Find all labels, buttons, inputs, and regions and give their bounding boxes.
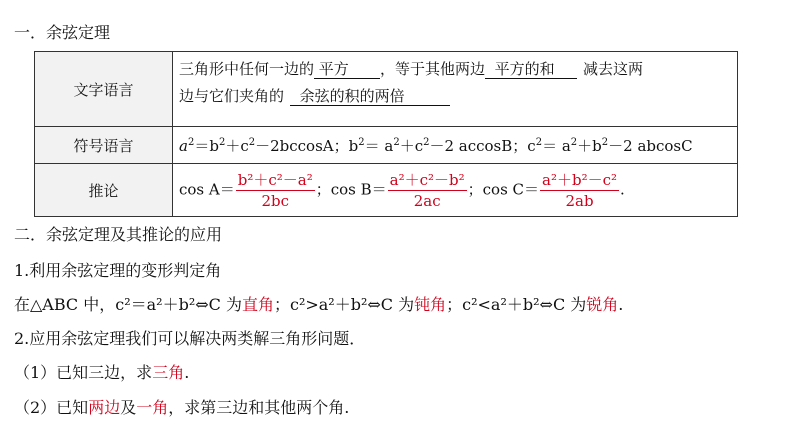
paragraph-case-two-sides-one-angle: （2）已知两边及一角，求第三边和其他两个角. [14, 398, 350, 417]
section-title-law-of-cosines: 一．余弦定理 [14, 23, 111, 42]
verbal-text-3: 减去这两 [583, 60, 644, 78]
fraction-cos-c: $\frac{\text{a²＋b²－c²}}{2ab}$ [542, 170, 618, 210]
cos-b-label: ；cos B＝ [315, 180, 387, 198]
verbal-statement [173, 52, 738, 127]
row-label-verbal: 文字语言 [35, 52, 173, 127]
cos-a-label: cos A＝ [179, 180, 235, 198]
paragraph-determine-angle: 1.利用余弦定理的变形判定角 [14, 261, 222, 280]
paragraph-case-three-sides: （1）已知三边，求三角. [14, 363, 190, 382]
verbal-text-2: ，等于其他两边 [380, 60, 486, 78]
answer-three-angles: 三角 [152, 363, 185, 382]
blank-twice-product-cosine: 余弦的积的两倍 [290, 87, 450, 106]
row-label-symbolic: 符号语言 [35, 127, 173, 164]
fraction-cos-b: $\frac{\text{a²＋c²－b²}}{2ac}$ [389, 170, 465, 210]
symbolic-formulas: $a^2=b^2+c^2-2bccosA$；$b^2= a^2+c^2-2$ accosB；$c^2= a^2+b^2-2$ abcosC [173, 127, 738, 164]
paragraph-angle-conditions: 在△ABC 中，c²＝a²＋b²⇔C 为直角；c²>a²＋b²⇔C 为钝角；c²<a²＋b²⇔C 为锐角. [14, 295, 624, 314]
section-title-applications: 二．余弦定理及其推论的应用 [14, 225, 223, 244]
answer-one-angle: 一角 [136, 398, 169, 417]
answer-two-sides: 两边 [88, 398, 121, 417]
verbal-text-1: 三角形中任何一边的 [179, 60, 315, 78]
paragraph-two-problem-types: 2.应用余弦定理我们可以解决两类解三角形问题． [14, 329, 366, 348]
answer-right-angle: 直角 [241, 295, 274, 314]
answer-acute-angle: 锐角 [586, 295, 619, 314]
cos-c-label: ；cos C＝ [467, 180, 540, 198]
verbal-text-4: 边与它们夹角的 [179, 87, 285, 105]
law-of-cosines-table [34, 51, 738, 217]
blank-square: 平方 [314, 60, 380, 79]
table-row-corollary [35, 164, 738, 217]
table-row-verbal [35, 52, 738, 127]
answer-obtuse-angle: 钝角 [414, 295, 447, 314]
table-row-symbolic [35, 127, 738, 164]
row-label-corollary: 推论 [35, 164, 173, 217]
corollary-formulas: cos A＝ $\frac{\text{b²＋c²－a²}}{2bc}$ ；cos B＝ $\frac{\text{a²＋c²－b²}}{2ac}$ ；cos C＝ $\frac{\text{a²＋b²－c²}}{2ab}$ . [173, 164, 738, 217]
blank-sum-of-squares: 平方的和 [485, 60, 577, 79]
fraction-cos-a: $\frac{\text{b²＋c²－a²}}{2bc}$ [237, 170, 313, 210]
